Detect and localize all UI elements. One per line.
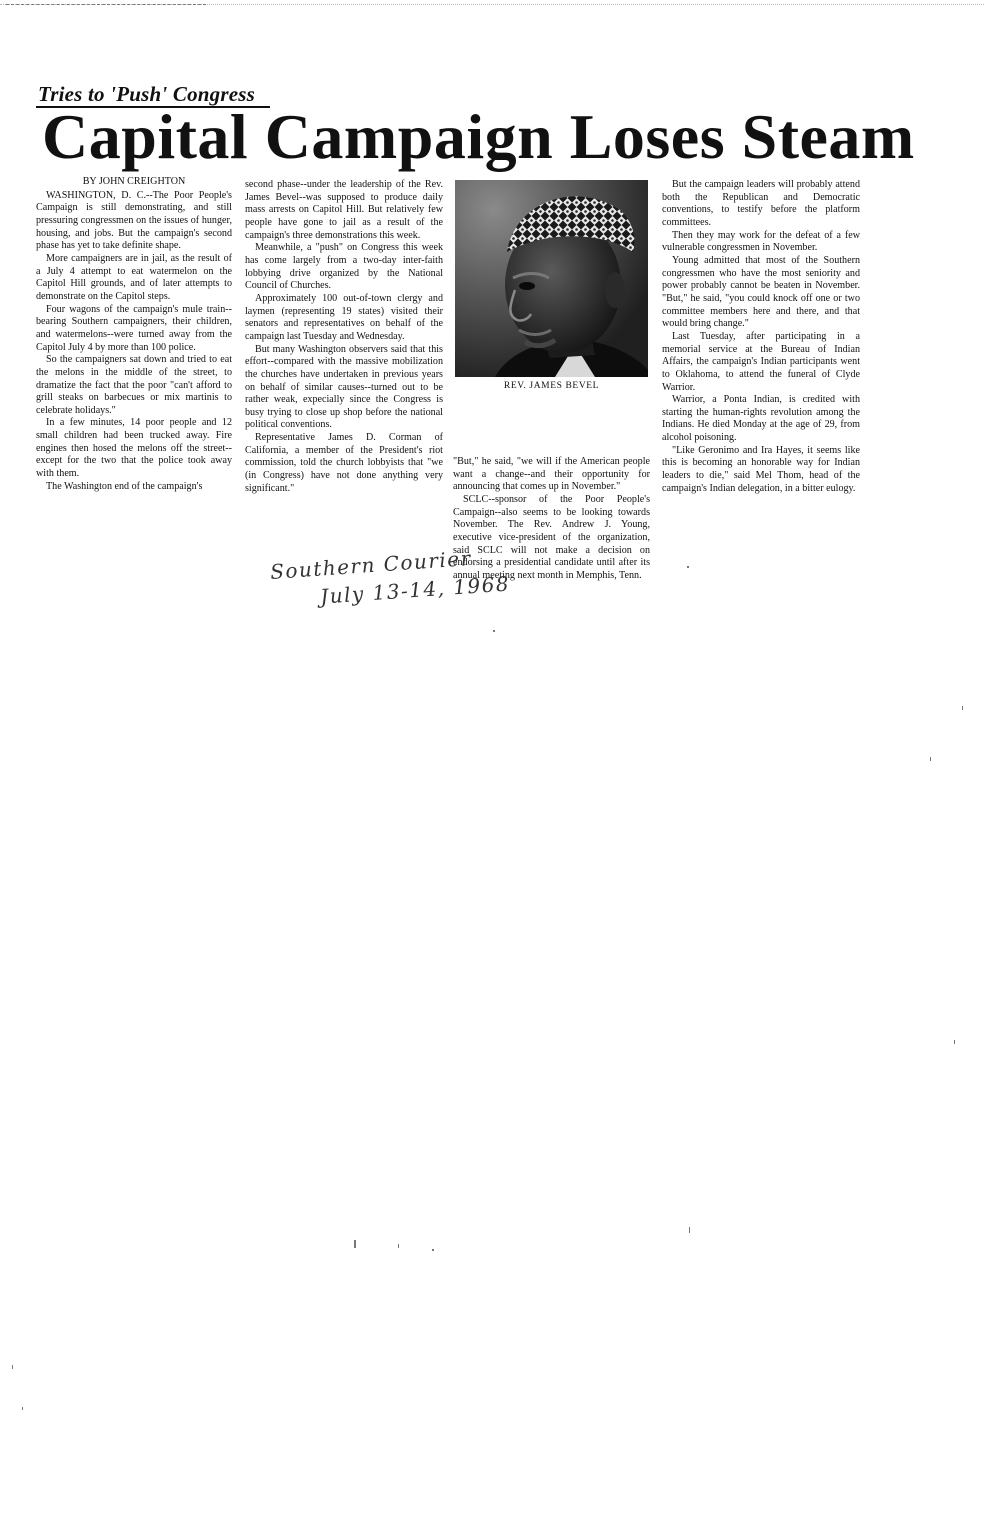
page-top-scan-mark	[6, 4, 206, 5]
paragraph: Warrior, a Ponta Indian, is credited with starting the human-rights revolution among the Indians. He died Monday at the age of 29, from alcohol poisoning.	[662, 394, 860, 444]
scan-speck	[493, 630, 495, 632]
scan-speck	[689, 1227, 690, 1233]
article-column-1	[36, 176, 232, 493]
scan-speck	[930, 757, 931, 761]
kicker-headline: Tries to 'Push' Congress	[38, 82, 255, 106]
scan-speck	[398, 1244, 399, 1248]
scan-speck	[962, 706, 963, 710]
paragraph: Approximately 100 out-of-town clergy and laymen (representing 19 states) visited their senators and representatives on behalf of the campaign last Tuesday and Wednesday.	[245, 292, 443, 342]
paragraph: But many Washington observers said that this effort--compared with the massive mobilization the churches have undertaken in previous years on behalf of similar causes--turned out to be rather weak, expecially since the Congress is busy trying to close up shop before the national political conventions.	[245, 343, 443, 431]
handwritten-date-note: July 13-14, 1968	[319, 571, 511, 609]
scan-speck	[432, 1249, 434, 1251]
main-headline: Capital Campaign Loses Steam	[42, 101, 915, 172]
article-column-2	[245, 179, 443, 495]
paragraph: Last Tuesday, after participating in a memorial service at the Bureau of Indian Affairs, the campaign's Indian participants went to Oklahoma, to attend the funeral of Clyde Warrior.	[662, 330, 860, 393]
article-column-4	[662, 179, 860, 495]
paragraph: In a few minutes, 14 poor people and 12 small children had been trucked away. Fire engines then hosed the melons off the street--except for the two that the police took away with them.	[36, 417, 232, 480]
paragraph: "Like Geronimo and Ira Hayes, it seems like this is becoming an honorable way for Indian leaders to die," said Mel Thom, head of the campaign's Indian delegation, in a bitter eulogy.	[662, 444, 860, 494]
photo-caption: REV. JAMES BEVEL	[503, 381, 600, 391]
paragraph: Then they may work for the defeat of a few vulnerable congressmen in November.	[662, 229, 860, 254]
paragraph: So the campaigners sat down and tried to eat the melons in the middle of the street, to dramatize the fact that the poor "can't afford to grill steaks on barbecues or mix martinis to celebrate holidays."	[36, 354, 232, 416]
paragraph: Meanwhile, a "push" on Congress this week has come largely from a two-day inter-faith lobbying drive organized by the National Council of Churches.	[245, 242, 443, 292]
scan-speck	[687, 566, 689, 568]
paragraph: Four wagons of the campaign's mule train--bearing Southern campaigners, their children, and watermelons--were turned away from the Capitol July 4 by more than 100 police.	[36, 303, 232, 353]
paragraph: second phase--under the leadership of the Rev. James Bevel--was supposed to produce daily mass arrests on Capitol Hill. But relatively few people have gone to jail as a result of the campaign's three demonstrations this week.	[245, 179, 443, 241]
portrait-photo	[455, 180, 648, 377]
scan-speck	[954, 1040, 955, 1044]
paragraph: Representative James D. Corman of California, a member of the President's riot commission, told the church lobbyists that "we (in Congress) have not done anything very significant."	[245, 432, 443, 494]
paragraph: The Washington end of the campaign's	[46, 480, 203, 492]
scan-speck	[22, 1407, 23, 1410]
scan-speck	[354, 1240, 356, 1248]
paragraph: "But," he said, "we will if the American people want a change--and their opportunity for announcing that comes up in November."	[453, 456, 650, 493]
paragraph: More campaigners are in jail, as the result of a July 4 attempt to eat watermelon on the Capitol Hill grounds, and of later attempts to demonstrate on the Capitol steps.	[36, 252, 232, 302]
handwritten-source-note: Southern Courier	[269, 545, 473, 585]
paragraph: SCLC--sponsor of the Poor People's Campaign--also seems to be looking towards November. The Rev. Andrew J. Young, executive vice-president of the organization, said SCLC will not make a decision on endorsing a presidential candidate until after its annual meeting next month in Memphis, Tenn.	[453, 493, 650, 581]
paragraph: WASHINGTON, D. C.--The Poor People's Campaign is still demonstrating, and still pressuring congressmen on the issues of hunger, housing, and jobs. But the campaign's second phase has yet to take definite shape.	[36, 189, 232, 252]
scan-speck	[12, 1365, 13, 1369]
paragraph: Young admitted that most of the Southern congressmen who have the most seniority and power probably cannot be beaten in November. "But," he said, "you could knock off one or two committee members here and there, and that would bring change."	[662, 254, 860, 330]
byline: BY JOHN CREIGHTON	[82, 176, 186, 187]
paragraph: But the campaign leaders will probably attend both the Republican and Democratic conventions, to testify before the platform committees.	[662, 179, 860, 228]
article-column-3	[453, 456, 650, 583]
portrait-photo-image	[455, 180, 648, 377]
